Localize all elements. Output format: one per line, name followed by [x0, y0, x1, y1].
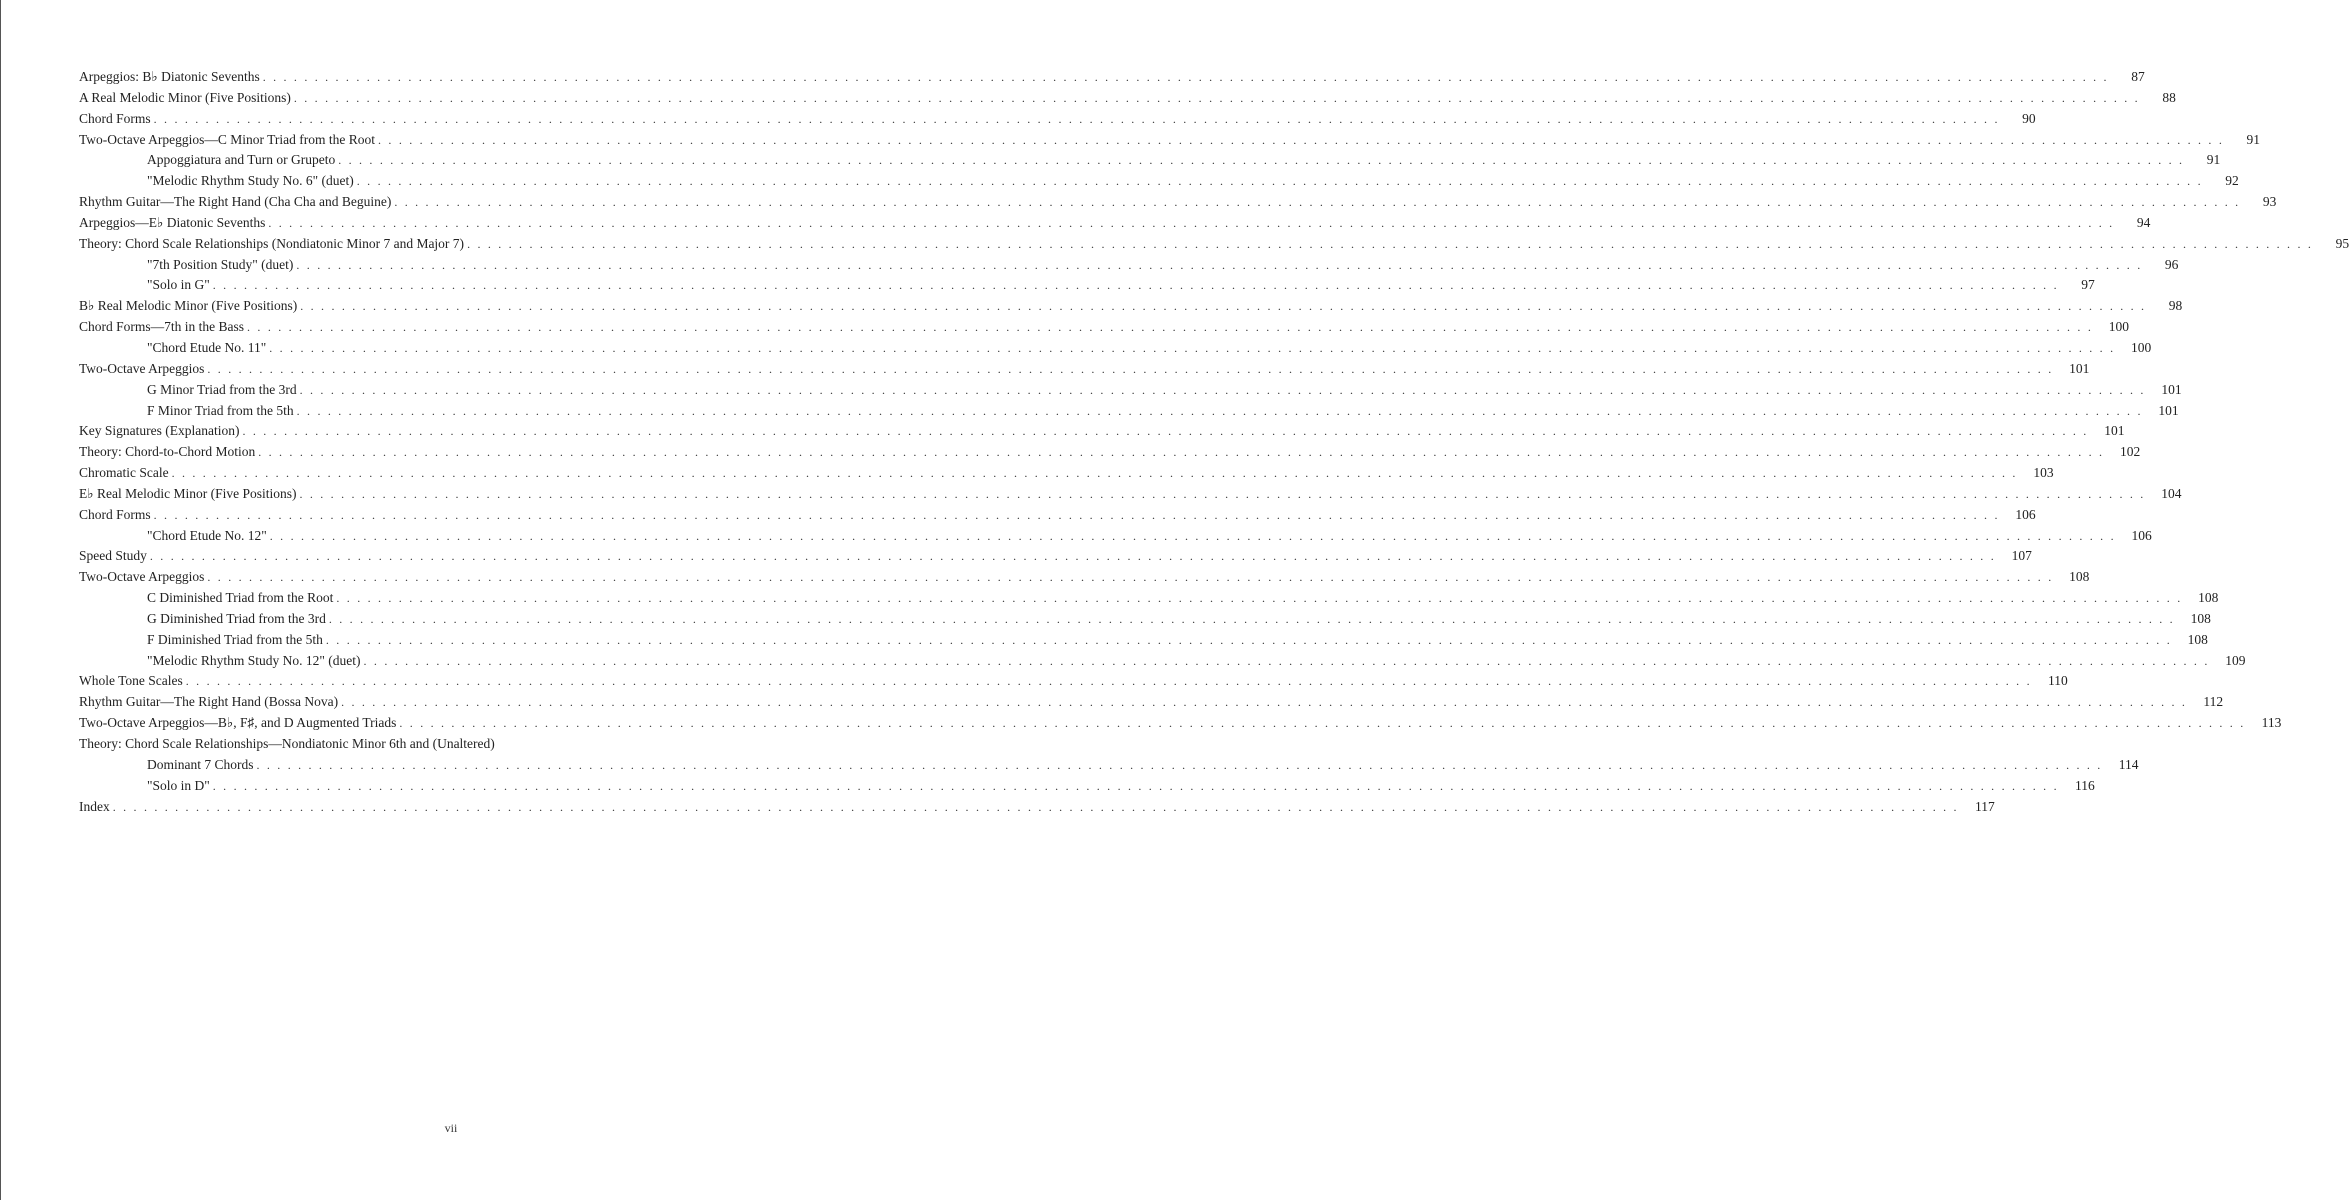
toc-entry: [79, 671, 2068, 692]
toc-entry: [79, 588, 2219, 609]
toc-entry-page-number: 97: [2081, 277, 2095, 293]
toc-entry-title: "Melodic Rhythm Study No. 12" (duet): [147, 652, 361, 668]
toc-dot-leader: [300, 296, 2146, 317]
toc-entry: [79, 255, 2179, 276]
toc-entry: [79, 526, 2152, 547]
toc-entry-title: "7th Position Study" (duet): [147, 256, 294, 272]
toc-entry: [79, 546, 2032, 567]
toc-entry: [79, 317, 2130, 338]
toc-entry-title: Dominant 7 Chords: [147, 756, 254, 772]
toc-entry-page-number: 100: [2131, 339, 2152, 355]
toc-entry-title: B♭ Real Melodic Minor (Five Positions): [79, 298, 298, 314]
toc-entry-page-number: 90: [2022, 110, 2036, 126]
table-of-contents: [79, 67, 2349, 817]
toc-dot-leader: [213, 275, 2059, 296]
toc-dot-leader: [300, 380, 2146, 401]
footer-page-number: vii: [444, 1121, 458, 1135]
toc-dot-leader: [338, 150, 2184, 171]
toc-dot-leader: [326, 630, 2172, 651]
toc-entry-title: Arpeggios—E♭ Diatonic Sevenths: [79, 214, 266, 230]
toc-entry-title: Two-Octave Arpeggios: [79, 569, 205, 585]
toc-entry: [79, 338, 2152, 359]
toc-dot-leader: [378, 130, 2224, 151]
toc-dot-leader: [269, 338, 2115, 359]
toc-entry-page-number: 101: [2158, 402, 2179, 418]
toc-entry-page-number: 114: [2118, 756, 2139, 772]
toc-dot-leader: [296, 255, 2142, 276]
toc-entry: [79, 109, 2036, 130]
toc-entry: [79, 567, 2090, 588]
toc-dot-leader: [467, 234, 2313, 255]
toc-entry: [79, 192, 2277, 213]
toc-entry-page-number: 109: [2225, 652, 2246, 668]
toc-entry: [79, 130, 2261, 151]
toc-entry-page-number: 101: [2161, 381, 2182, 397]
toc-entry-page-number: 100: [2108, 319, 2130, 335]
toc-entry-page-number: 117: [1975, 798, 1995, 814]
toc-entry-title: F Minor Triad from the 5th: [147, 402, 294, 418]
toc-entry-title: "Solo in G": [147, 277, 210, 293]
toc-entry-page-number: 98: [2168, 298, 2183, 314]
toc-dot-leader: [186, 671, 2032, 692]
toc-dot-leader: [213, 776, 2059, 797]
toc-dot-leader: [207, 359, 2053, 380]
toc-entry-title: Rhythm Guitar—The Right Hand (Bossa Nova): [79, 694, 339, 710]
toc-entry-page-number: 91: [2206, 152, 2221, 168]
toc-dot-leader: [329, 609, 2175, 630]
toc-entry-page-number: 95: [2335, 235, 2349, 251]
toc-entry-title: Two-Octave Arpeggios—C Minor Triad from the Root: [79, 131, 376, 147]
toc-entry-title: "Melodic Rhythm Study No. 6" (duet): [147, 173, 354, 189]
toc-entry: [79, 734, 829, 755]
toc-entry-title: Theory: Chord Scale Relationships—Nondiatonic Minor 6th and (Unaltered): [79, 736, 495, 751]
toc-entry-page-number: 101: [2069, 360, 2090, 376]
toc-entry-page-number: 91: [2246, 131, 2261, 147]
toc-dot-leader: [242, 421, 2088, 442]
toc-entry-page-number: 94: [2136, 214, 2151, 230]
toc-entry-page-number: 106: [2015, 506, 2036, 522]
toc-dot-leader: [263, 67, 2109, 88]
toc-entry-title: Arpeggios: B♭ Diatonic Sevenths: [79, 69, 260, 84]
toc-entry-title: Rhythm Guitar—The Right Hand (Cha Cha and Beguine): [79, 194, 392, 210]
toc-dot-leader: [357, 171, 2203, 192]
toc-entry-page-number: 106: [2131, 527, 2152, 543]
toc-entry-page-number: 116: [2075, 777, 2095, 793]
toc-entry-title: Two-Octave Arpeggios—B♭, F♯, and D Augmented Triads: [79, 715, 397, 731]
toc-entry: [79, 171, 2239, 192]
toc-entry-page-number: 108: [2187, 631, 2208, 647]
toc-entry-page-number: 108: [2069, 569, 2090, 585]
toc-entry-page-number: 88: [2162, 89, 2176, 105]
toc-entry: [79, 463, 2054, 484]
toc-dot-leader: [336, 588, 2182, 609]
toc-entry-page-number: 92: [2225, 173, 2239, 189]
toc-entry-page-number: 110: [2048, 673, 2068, 689]
toc-entry-page-number: 107: [2011, 548, 2032, 564]
toc-dot-leader: [154, 109, 2000, 130]
toc-entry: [79, 150, 2221, 171]
toc-entry-title: Chromatic Scale: [79, 465, 169, 481]
toc-dot-leader: [297, 401, 2143, 422]
toc-entry-page-number: 112: [2203, 694, 2224, 710]
toc-dot-leader: [270, 526, 2116, 547]
toc-entry: [79, 213, 2151, 234]
toc-entry: [79, 484, 2182, 505]
toc-entry-title: G Diminished Triad from the 3rd: [147, 610, 326, 626]
toc-entry: [79, 797, 1995, 818]
toc-entry-title: Theory: Chord-to-Chord Motion: [79, 444, 256, 460]
toc-entry-title: Chord Forms: [79, 506, 151, 522]
toc-entry-page-number: 108: [2198, 590, 2219, 606]
toc-entry-page-number: 103: [2033, 465, 2054, 481]
toc-entry-title: Chord Forms—7th in the Bass: [79, 319, 245, 335]
toc-dot-leader: [394, 192, 2240, 213]
toc-dot-leader: [258, 442, 2104, 463]
toc-dot-leader: [294, 88, 2140, 109]
toc-entry-title: "Chord Etude No. 12": [147, 527, 267, 543]
toc-dot-leader: [364, 651, 2210, 672]
toc-entry-title: C Diminished Triad from the Root: [147, 590, 334, 606]
toc-dot-leader: [399, 713, 2245, 734]
toc-entry: [79, 609, 2211, 630]
toc-entry: [79, 421, 2125, 442]
toc-entry: [79, 713, 2282, 734]
toc-entry-title: A Real Melodic Minor (Five Positions): [79, 89, 291, 105]
toc-entry-page-number: 101: [2104, 423, 2125, 439]
toc-entry: [79, 442, 2141, 463]
toc-entry-page-number: 96: [2164, 256, 2179, 272]
toc-dot-leader: [172, 463, 2018, 484]
toc-entry: [79, 776, 2095, 797]
toc-entry-title: Theory: Chord Scale Relationships (Nondiatonic Minor 7 and Major 7): [79, 235, 465, 251]
toc-entry: [79, 67, 2145, 88]
toc-entry: [79, 630, 2208, 651]
toc-entry-title: Chord Forms: [79, 110, 151, 126]
toc-entry: [79, 380, 2182, 401]
toc-dot-leader: [341, 692, 2187, 713]
toc-entry-title: Speed Study: [79, 548, 147, 564]
toc-entry: [79, 505, 2036, 526]
toc-dot-leader: [207, 567, 2053, 588]
toc-entry-title: E♭ Real Melodic Minor (Five Positions): [79, 485, 297, 501]
toc-entry: [79, 401, 2179, 422]
toc-entry-page-number: 108: [2190, 610, 2211, 626]
toc-entry-title: Key Signatures (Explanation): [79, 423, 240, 439]
toc-dot-leader: [247, 317, 2093, 338]
toc-entry: [79, 692, 2224, 713]
toc-entry-title: G Minor Triad from the 3rd: [147, 381, 297, 397]
toc-dot-leader: [257, 755, 2103, 776]
toc-entry-title: Appoggiatura and Turn or Grupeto: [147, 152, 336, 168]
toc-entry-title: Whole Tone Scales: [79, 673, 183, 689]
toc-entry-page-number: 87: [2131, 69, 2145, 84]
toc-entry-page-number: 102: [2119, 444, 2141, 460]
toc-entry-title: Two-Octave Arpeggios: [79, 360, 205, 376]
toc-dot-leader: [150, 546, 1996, 567]
toc-entry-page-number: 93: [2262, 194, 2277, 210]
toc-entry-title: Index: [79, 798, 110, 814]
toc-entry: [79, 275, 2095, 296]
toc-entry-title: F Diminished Triad from the 5th: [147, 631, 323, 647]
toc-entry: [79, 755, 2139, 776]
toc-dot-leader: [268, 213, 2114, 234]
toc-entry: [79, 359, 2090, 380]
toc-entry: [79, 88, 2176, 109]
toc-entry: [79, 651, 2246, 672]
toc-dot-leader: [113, 797, 1959, 818]
toc-dot-leader: [154, 505, 2000, 526]
toc-entry: [79, 234, 2349, 255]
toc-entry: [79, 296, 2183, 317]
toc-dot-leader: [299, 484, 2145, 505]
toc-entry-page-number: 104: [2161, 485, 2182, 501]
toc-entry-title: "Chord Etude No. 11": [147, 339, 267, 355]
toc-entry-page-number: 113: [2261, 715, 2282, 731]
toc-entry-title: "Solo in D": [147, 777, 210, 793]
